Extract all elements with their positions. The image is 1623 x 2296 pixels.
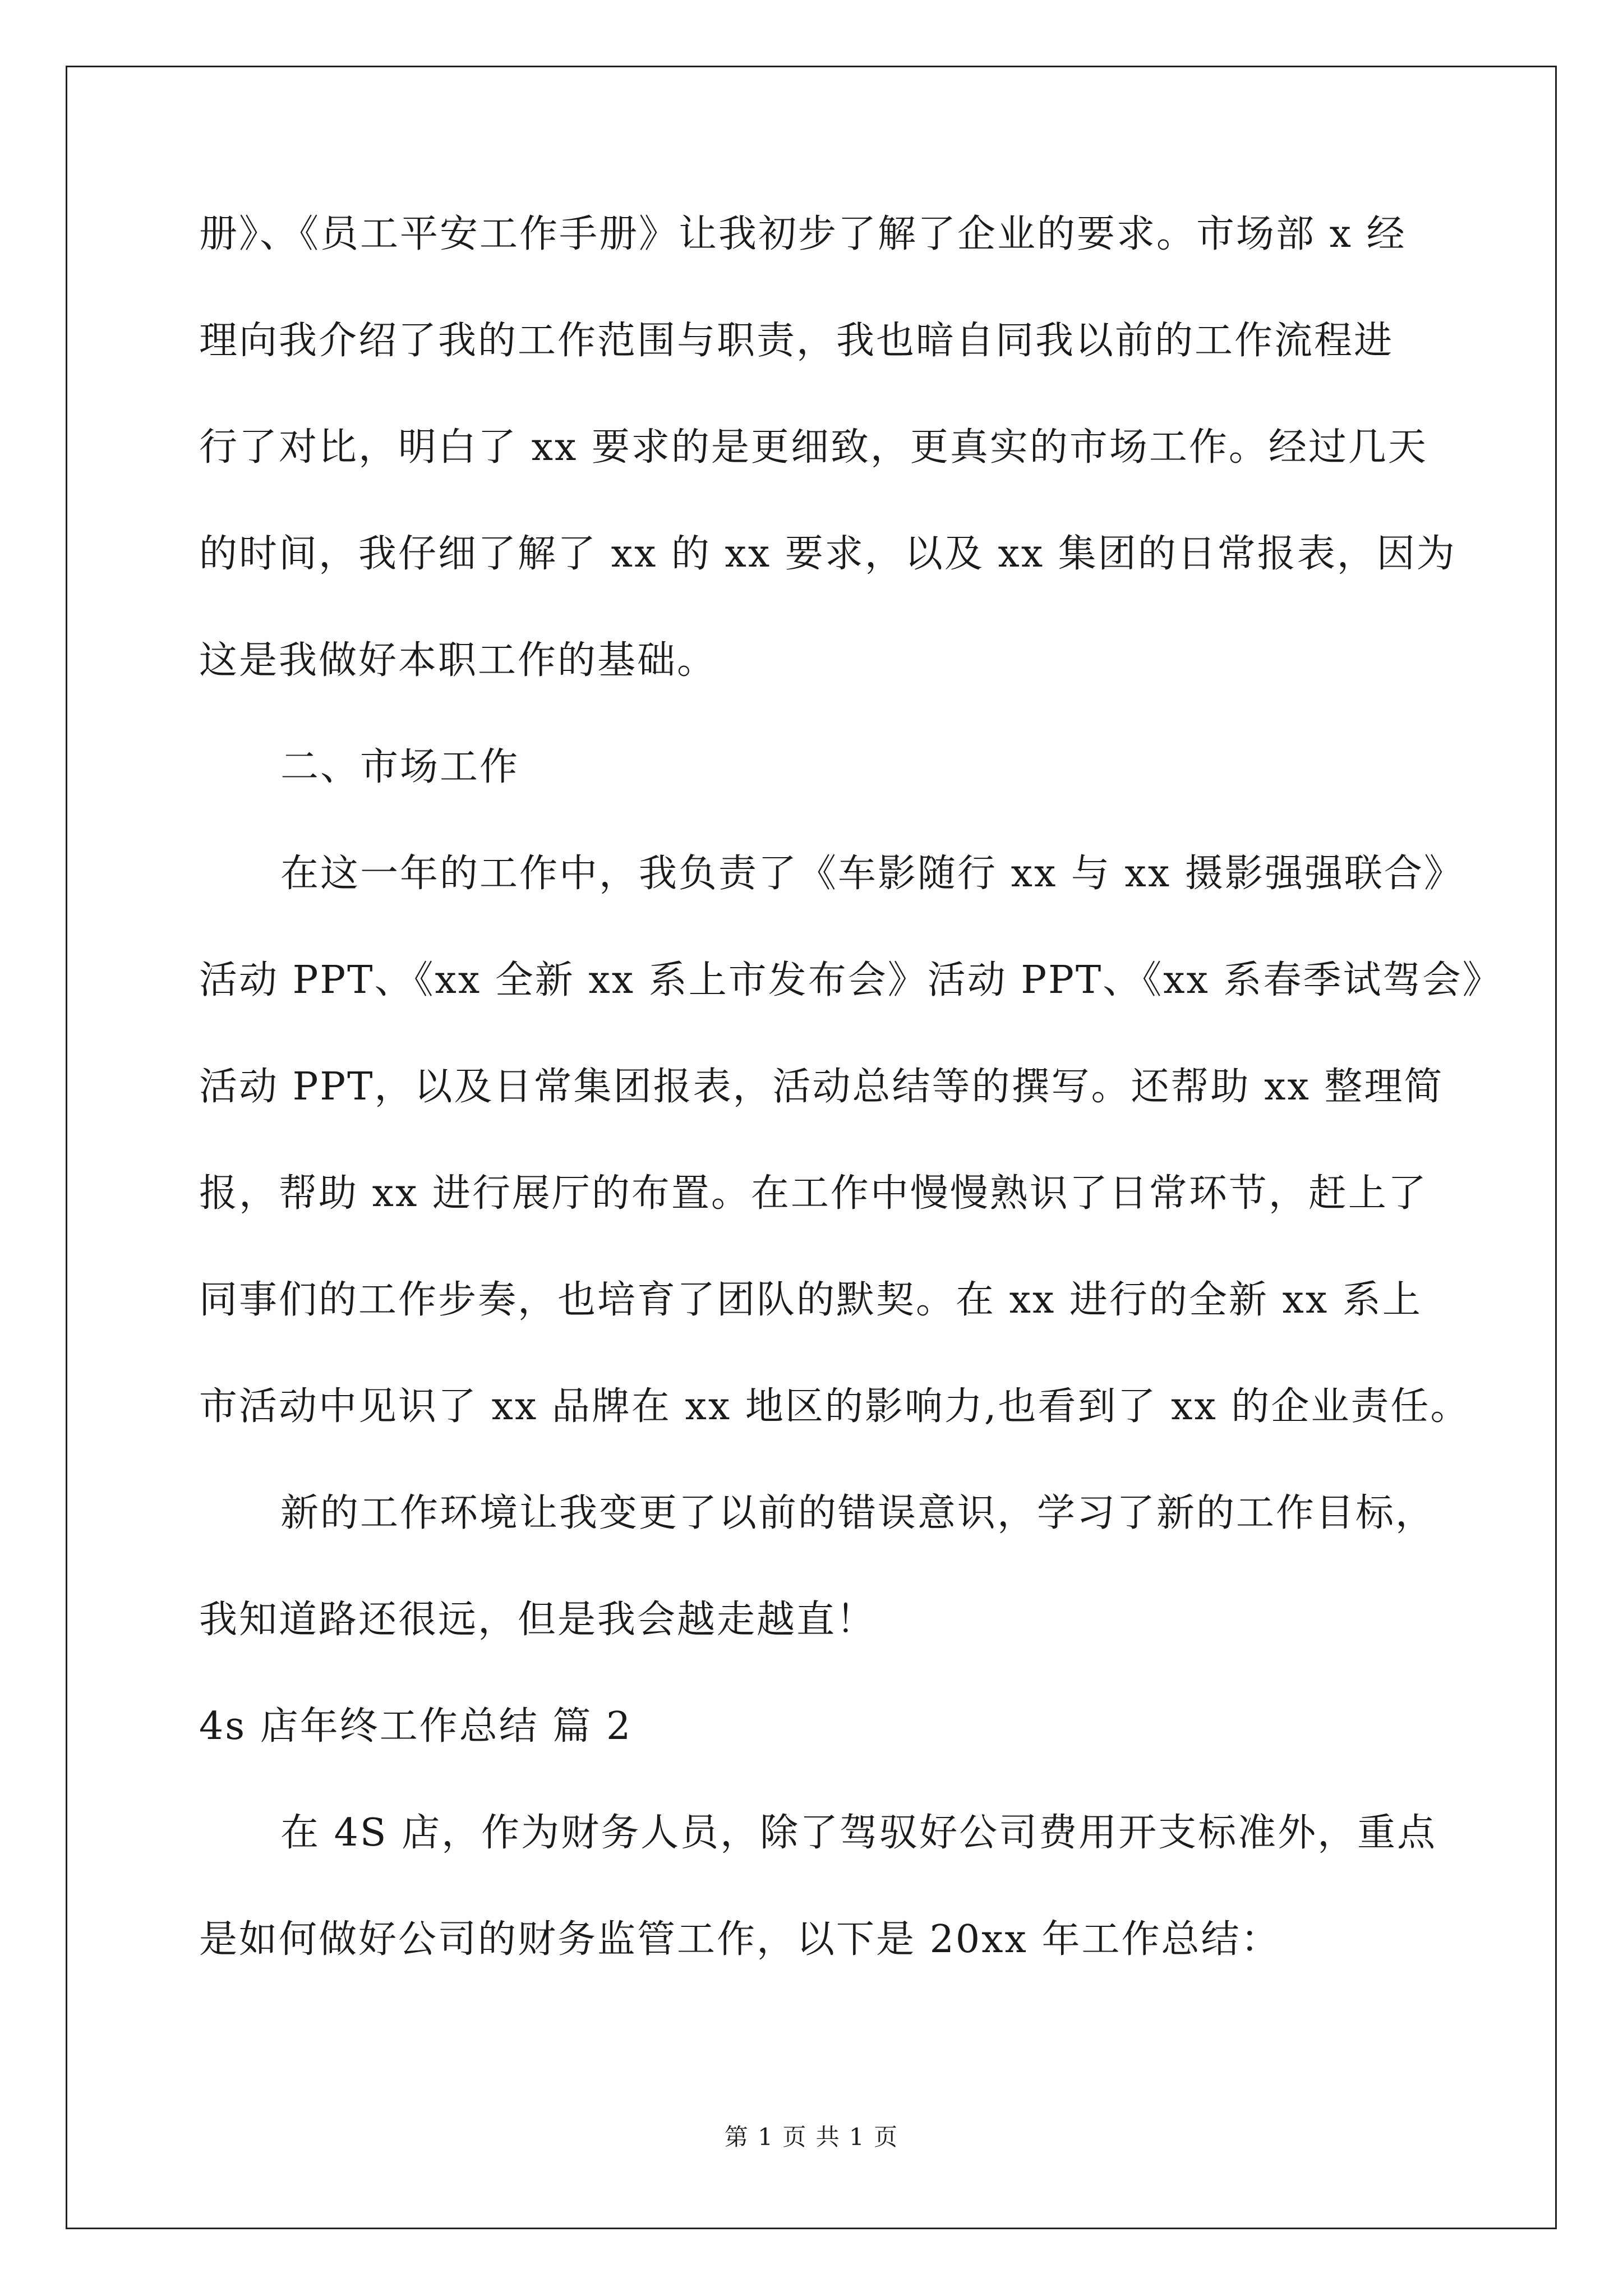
- text-line: 的时间，我仔细了解了 xx 的 xx 要求，以及 xx 集团的日常报表，因为: [199, 532, 1456, 576]
- text-line: 报，帮助 xx 进行展厅的布置。在工作中慢慢熟识了日常环节，赶上了: [199, 1171, 1428, 1216]
- text-line: 活动 PPT、《xx 全新 xx 系上市发布会》活动 PPT、《xx 系春季试驾会》: [199, 958, 1502, 1002]
- text-line: 在这一年的工作中，我负责了《车影随行 xx 与 xx 摄影强强联合》: [280, 852, 1464, 896]
- article-heading: 4s 店年终工作总结 篇 2: [199, 1704, 633, 1749]
- text-line: 是如何做好公司的财务监管工作，以下是 20xx 年工作总结：: [199, 1917, 1281, 1962]
- text-line: 市活动中见识了 xx 品牌在 xx 地区的影响力,也看到了 xx 的企业责任。: [199, 1384, 1470, 1429]
- document-body: [199, 208, 1502, 2019]
- text-line: 理向我介绍了我的工作范围与职责，我也暗自同我以前的工作流程进: [199, 319, 1394, 363]
- text-line: 册》、《员工平安工作手册》让我初步了解了企业的要求。市场部 x 经: [199, 212, 1407, 256]
- text-line: 行了对比，明白了 xx 要求的是更细致，更真实的市场工作。经过几天: [199, 425, 1428, 470]
- text-line: 同事们的工作步奏，也培育了团队的默契。在 xx 进行的全新 xx 系上: [199, 1278, 1422, 1322]
- text-line: 我知道路还很远，但是我会越走越直！: [199, 1598, 877, 1642]
- text-line: 这是我做好本职工作的基础。: [199, 638, 717, 683]
- section-heading: 二、市场工作: [280, 745, 520, 789]
- text-line: 新的工作环境让我变更了以前的错误意识，学习了新的工作目标，: [280, 1491, 1436, 1535]
- text-line: 活动 PPT，以及日常集团报表，活动总结等的撰写。还帮助 xx 整理简: [199, 1065, 1444, 1109]
- page-number-footer: 第 1 页 共 1 页: [724, 2123, 899, 2151]
- text-line: 在 4S 店，作为财务人员，除了驾驭好公司费用开支标准外，重点: [280, 1811, 1437, 1855]
